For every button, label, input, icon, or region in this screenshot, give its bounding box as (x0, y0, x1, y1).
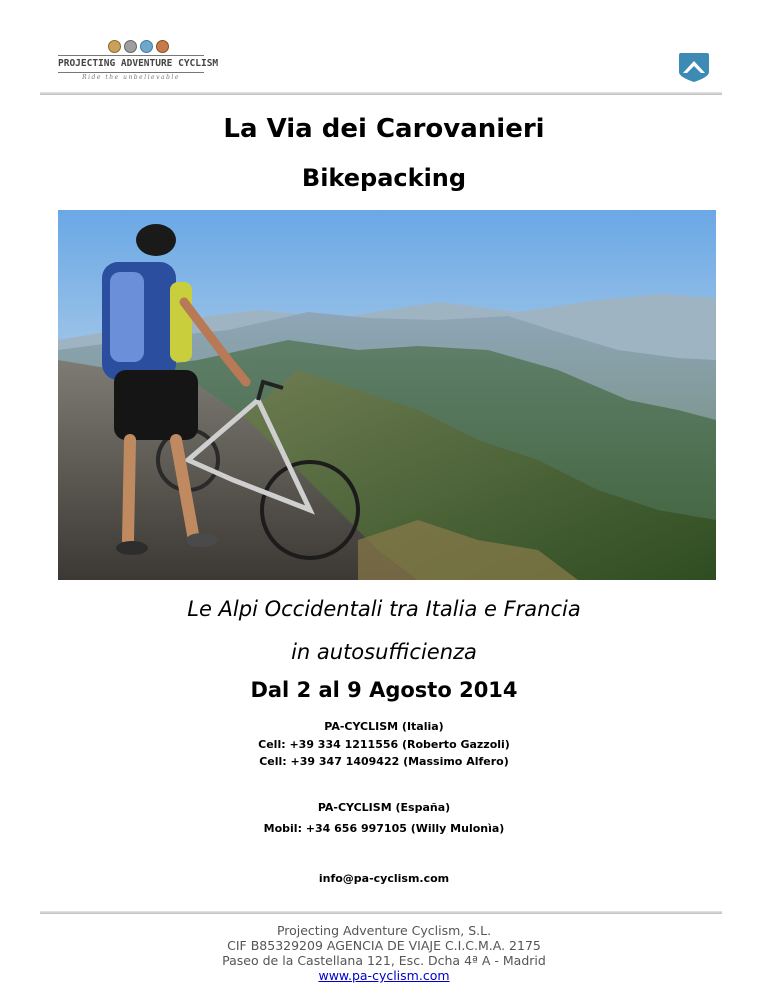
page-subtitle: Bikepacking (301, 164, 467, 192)
road-badge-icon (156, 40, 169, 53)
contact-line: Cell: +39 347 1409422 (Massimo Alfero) (259, 755, 509, 768)
contact-heading-italia: PA-CYCLISM (Italia) (324, 720, 444, 733)
footer-website-row (0, 968, 768, 983)
website-link[interactable]: www.pa-cyclism.com (318, 968, 450, 983)
company-logo (58, 40, 219, 86)
page-title: La Via dei Carovanieri (223, 114, 545, 144)
trail-badge-icon (124, 40, 137, 53)
footer-company: Projecting Adventure Cyclism, S.L. (276, 923, 492, 938)
logo-tagline: Ride the unbelievable (82, 74, 180, 81)
mountain-badge-icon (140, 40, 153, 53)
contact-email[interactable]: info@pa-cyclism.com (318, 872, 450, 885)
tour-dates: Dal 2 al 9 Agosto 2014 (250, 678, 518, 702)
footer-address: Paseo de la Castellana 121, Esc. Dcha 4ª A - Madrid (222, 953, 546, 968)
footer-registration: CIF B85329209 AGENCIA DE VIAJE C.I.C.M.A. 2175 (227, 938, 541, 953)
tour-region: Le Alpi Occidentali tra Italia e Francia (187, 597, 581, 621)
logo-wordmark: PROJECTING ADVENTURE CYCLISM (58, 55, 204, 73)
contact-line: Cell: +39 334 1211556 (Roberto Gazzoli) (258, 738, 510, 751)
logo-badges (108, 40, 169, 54)
gear-badge-icon (108, 40, 121, 53)
hero-photo (58, 210, 716, 580)
contact-heading-espana: PA-CYCLISM (España) (317, 801, 451, 814)
tour-style: in autosufficienza (291, 640, 477, 664)
header-divider (40, 92, 722, 95)
mountain-shield-icon (677, 50, 711, 84)
contact-line: Mobil: +34 656 997105 (Willy Mulonìa) (263, 822, 505, 835)
footer-divider (40, 911, 722, 914)
